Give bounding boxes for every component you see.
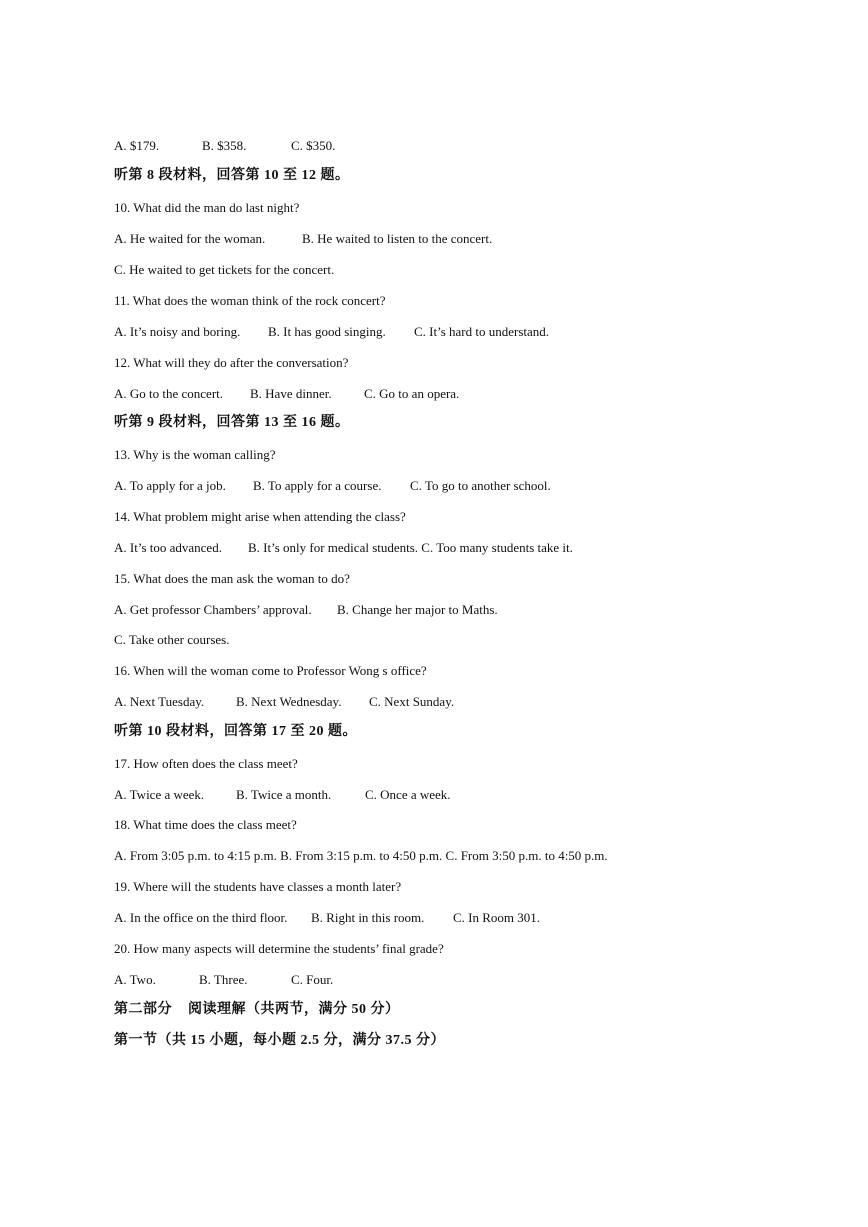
option-c: C. He waited to get tickets for the concert.	[114, 262, 335, 277]
option-b: B. Twice a month.	[236, 787, 332, 802]
section-heading: 听第 9 段材料，回答第 13 至 16 题。	[114, 415, 350, 430]
option-line	[114, 787, 451, 803]
option-a: A. In the office on the third floor.	[114, 910, 288, 925]
option-c: C. Go to an opera.	[364, 386, 460, 401]
subsection-heading: 第一节（共 15 小题，每小题 2.5 分，满分 37.5 分）	[114, 1033, 445, 1048]
question-text: 14. What problem might arise when attending the class?	[114, 509, 406, 524]
question-text: 11. What does the woman think of the rock concert?	[114, 293, 386, 308]
option-c: C. Take other courses.	[114, 632, 230, 647]
option-b: B. Right in this room.	[311, 910, 425, 925]
option-b: B. It’s only for medical students. C. Too many students take it.	[248, 540, 573, 555]
option-a: A. Twice a week.	[114, 787, 205, 802]
option-line	[114, 324, 549, 340]
option-a: A. From 3:05 p.m. to 4:15 p.m. B. From 3:15 p.m. to 4:50 p.m. C. From 3:50 p.m. to 4:50 p.m.	[114, 848, 608, 863]
option-line	[114, 386, 459, 402]
option-a: A. It’s too advanced.	[114, 540, 222, 555]
option-line	[114, 632, 229, 648]
question-text: 12. What will they do after the conversation?	[114, 355, 349, 370]
option-a: A. $179.	[114, 138, 160, 153]
option-b: B. He waited to listen to the concert.	[302, 231, 493, 246]
option-line	[114, 540, 573, 556]
option-line	[114, 231, 492, 247]
option-c: C. Once a week.	[365, 787, 451, 802]
option-b: B. $358.	[202, 138, 247, 153]
question-text: 17. How often does the class meet?	[114, 756, 298, 771]
option-line	[114, 602, 498, 618]
part-heading: 第二部分 阅读理解（共两节，满分 50 分）	[114, 1002, 400, 1017]
option-c: C. It’s hard to understand.	[414, 324, 550, 339]
option-a: A. Two.	[114, 972, 156, 987]
option-a: A. Next Tuesday.	[114, 694, 205, 709]
option-b: B. Next Wednesday.	[236, 694, 342, 709]
option-a: A. Get professor Chambers’ approval.	[114, 602, 312, 617]
option-c: C. Four.	[291, 972, 334, 987]
question-text: 13. Why is the woman calling?	[114, 447, 276, 462]
question-text: 16. When will the woman come to Professor Wong s office?	[114, 663, 427, 678]
option-c: C. $350.	[291, 138, 336, 153]
option-line	[114, 478, 551, 494]
option-a: A. He waited for the woman.	[114, 231, 266, 246]
option-c: C. Next Sunday.	[369, 694, 455, 709]
section-heading: 听第 8 段材料，回答第 10 至 12 题。	[114, 168, 350, 183]
section-heading: 听第 10 段材料，回答第 17 至 20 题。	[114, 724, 357, 739]
option-a: A. It’s noisy and boring.	[114, 324, 241, 339]
question-text: 19. Where will the students have classes a month later?	[114, 879, 402, 894]
option-line	[114, 848, 608, 864]
option-line	[114, 972, 333, 988]
option-c: C. In Room 301.	[453, 910, 541, 925]
option-line	[114, 262, 334, 278]
option-b: B. It has good singing.	[268, 324, 386, 339]
option-a: A. To apply for a job.	[114, 478, 226, 493]
option-line	[114, 910, 540, 926]
option-line	[114, 694, 454, 710]
question-text: 15. What does the man ask the woman to do?	[114, 571, 350, 586]
option-a: A. Go to the concert.	[114, 386, 224, 401]
question-text: 20. How many aspects will determine the students’ final grade?	[114, 941, 444, 956]
option-b: B. Change her major to Maths.	[337, 602, 498, 617]
option-line	[114, 138, 335, 154]
option-c: C. To go to another school.	[410, 478, 551, 493]
question-text: 10. What did the man do last night?	[114, 200, 300, 215]
option-b: B. Have dinner.	[250, 386, 332, 401]
question-text: 18. What time does the class meet?	[114, 817, 297, 832]
option-b: B. To apply for a course.	[253, 478, 382, 493]
option-b: B. Three.	[199, 972, 248, 987]
